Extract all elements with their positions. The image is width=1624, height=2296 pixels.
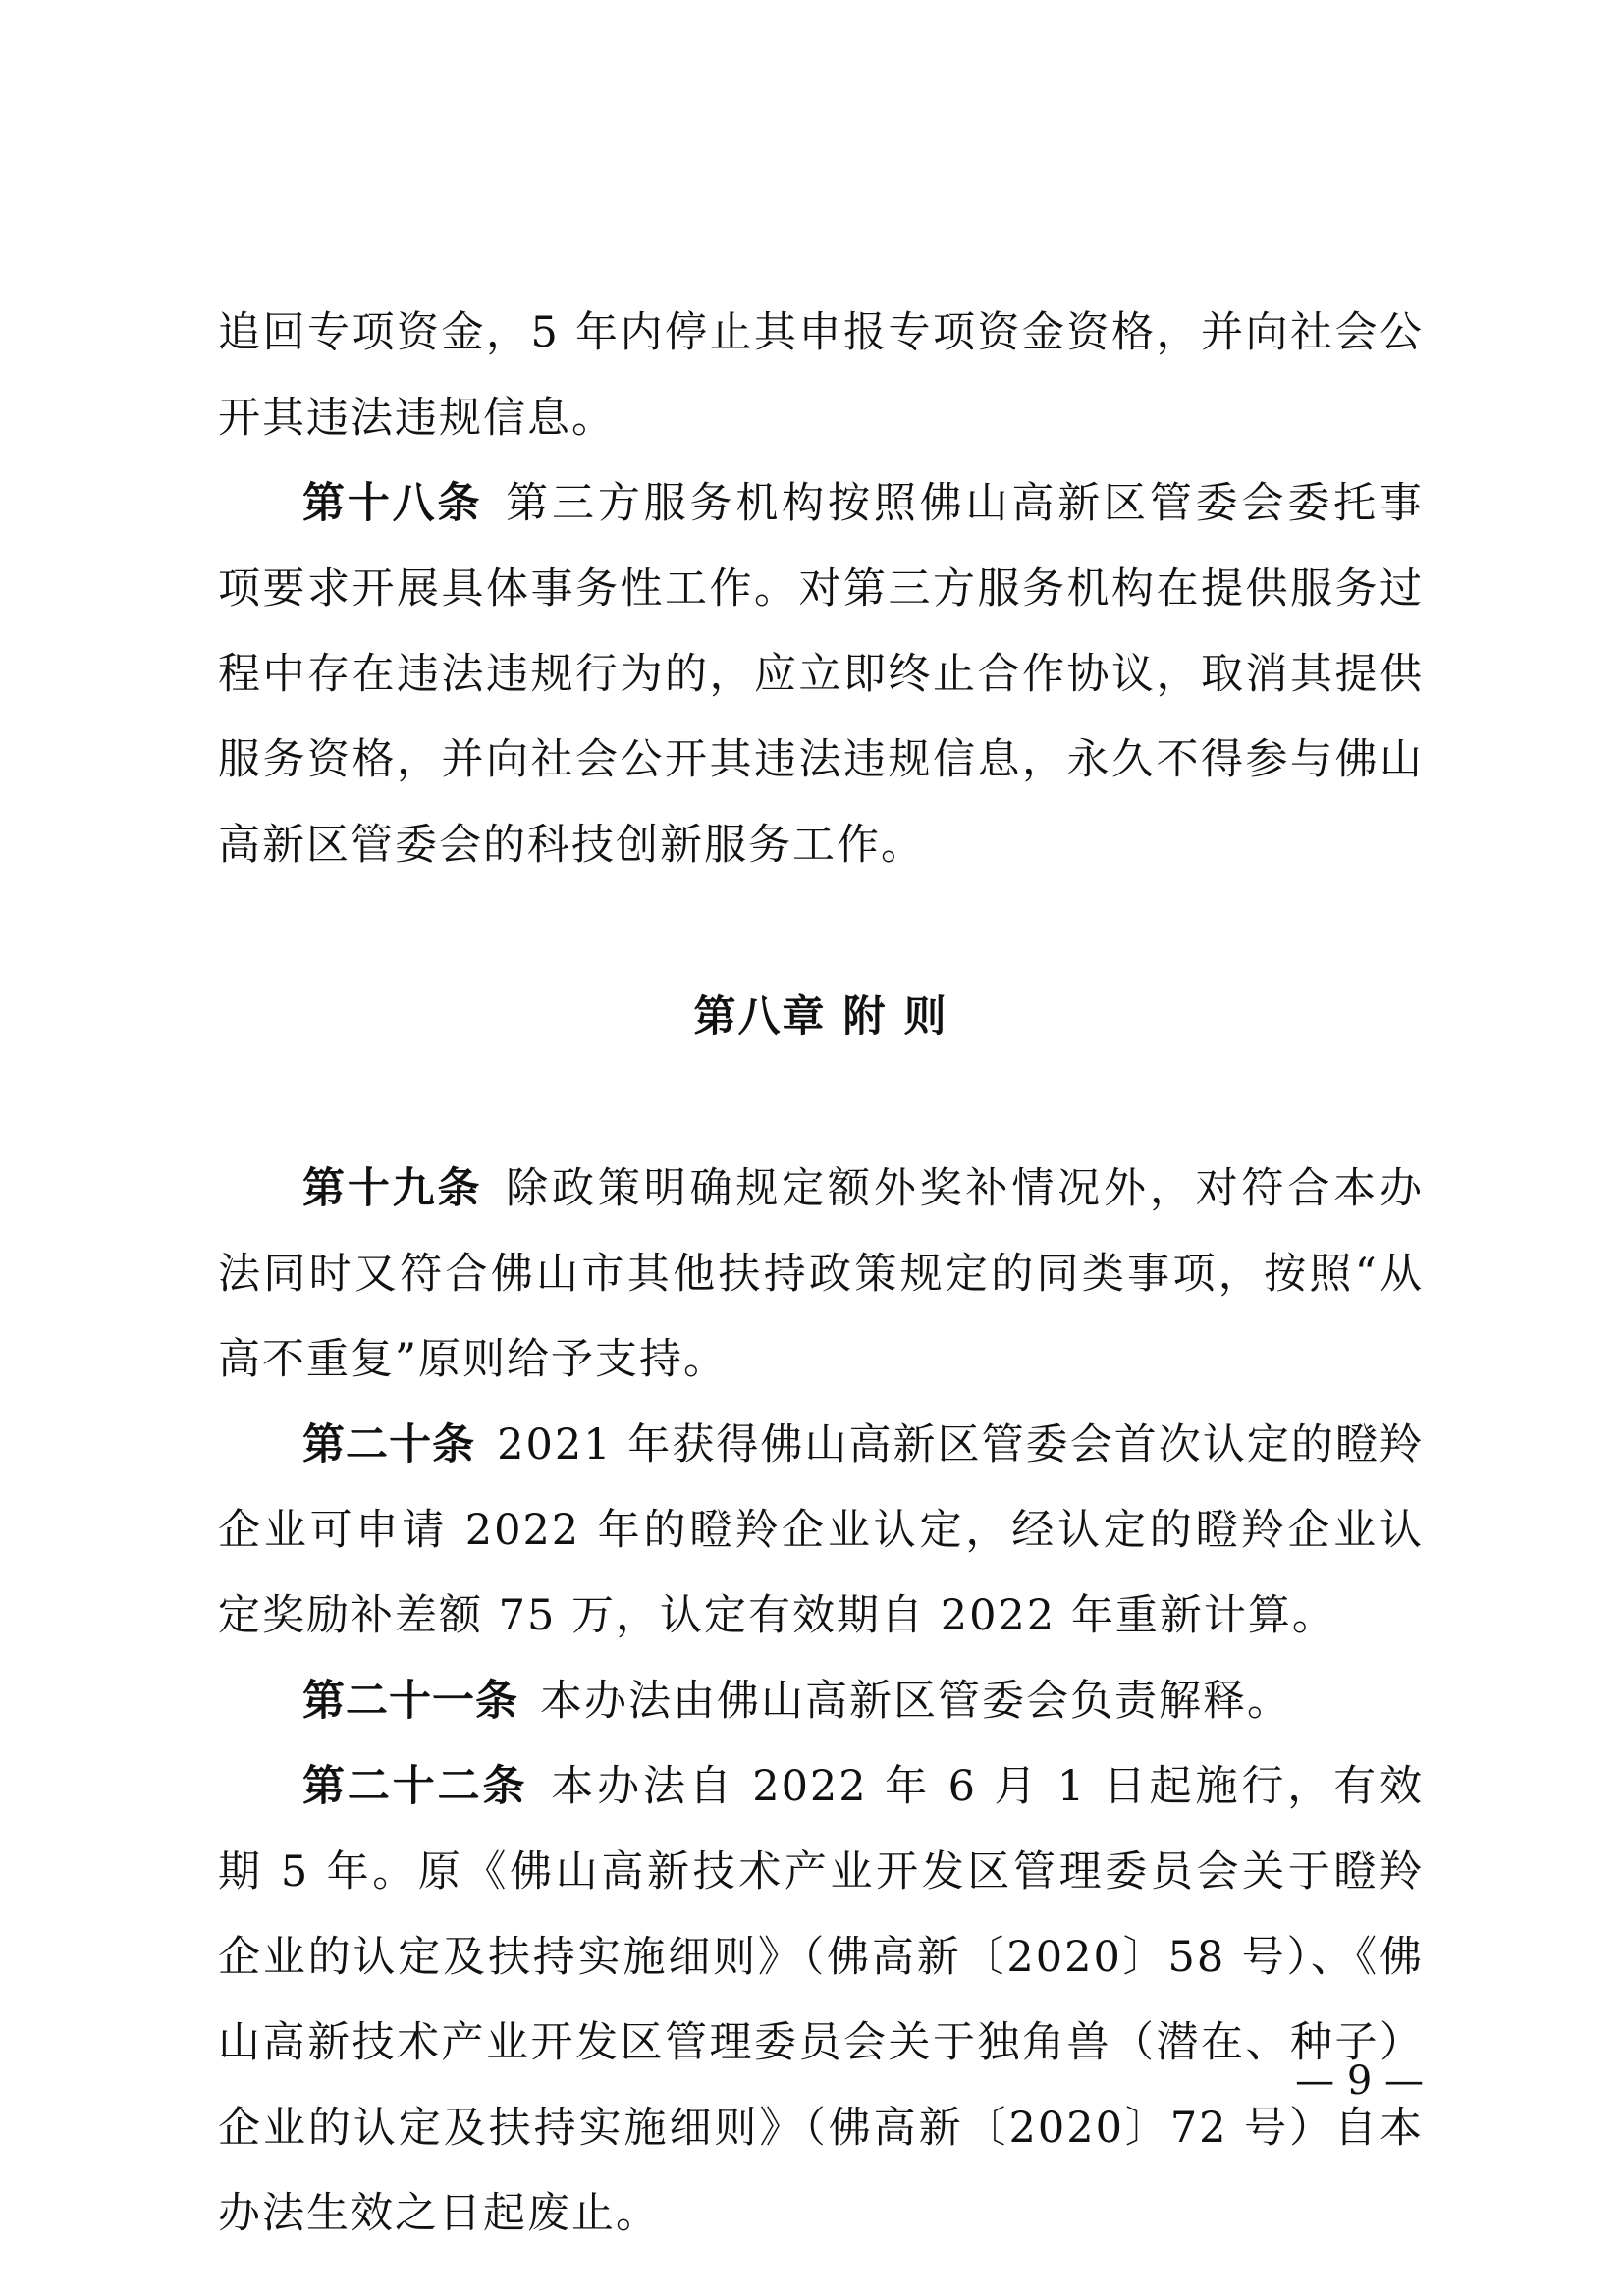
article-21-heading: 第二十一条 (302, 1677, 518, 1726)
spacer (218, 1060, 1424, 1147)
continuation-paragraph: 追回专项资金，5 年内停止其申报专项资金资格，并向社会公开其违法违规信息。 (218, 308, 1424, 443)
chapter-title: 第八章 附 则 (693, 992, 948, 1041)
article-22-heading: 第二十二条 (302, 1762, 528, 1811)
article-18-heading: 第十八条 (302, 479, 483, 528)
document-body (218, 291, 1424, 2257)
article-20-paragraph (218, 1403, 1424, 1659)
article-19-paragraph (218, 1147, 1424, 1403)
article-20-text: 2021 年获得佛山高新区管委会首次认定的瞪羚企业可申请 2022 年的瞪羚企业认定，经认定的瞪羚企业认定奖励补差额 75 万，认定有效期自 2022 年重新计算。 (218, 1420, 1425, 1640)
article-20-heading: 第二十条 (302, 1420, 476, 1469)
page-number: — 9 — (1295, 2058, 1424, 2104)
article-18-text: 第三方服务机构按照佛山高新区管委会委托事项要求开展具体事务性工作。对第三方服务机构在提供服务过程中存在违法违规行为的，应立即终止合作协议，取消其提供服务资格，并向社会公开其违法违规信息，永久不得参与佛山高新区管委会的科技创新服务工作。 (218, 479, 1425, 870)
spacer (218, 888, 1424, 975)
article-18-paragraph (218, 461, 1424, 888)
article-22-text: 本办法自 2022 年 6 月 1 日起施行，有效期 5 年。原《佛山高新技术产业开发区管理委员会关于瞪羚企业的认定及扶持实施细则》（佛高新〔2020〕58 号）、《佛山高新技术产业开发区管理委员会关于独角兽（潜在、种子）企业的认定及扶持实施细则》（佛高新〔2020〕72 号）自本办法生效之日起废止。 (218, 1762, 1424, 2238)
article-22-paragraph (218, 1744, 1424, 2257)
article-21-text: 本办法由佛山高新区管委会负责解释。 (540, 1677, 1291, 1726)
article-21-paragraph (218, 1659, 1424, 1744)
article-19-heading: 第十九条 (302, 1164, 483, 1213)
article-19-text: 除政策明确规定额外奖补情况外，对符合本办法同时又符合佛山市其他扶持政策规定的同类事项，按照“从高不重复”原则给予支持。 (218, 1164, 1425, 1384)
